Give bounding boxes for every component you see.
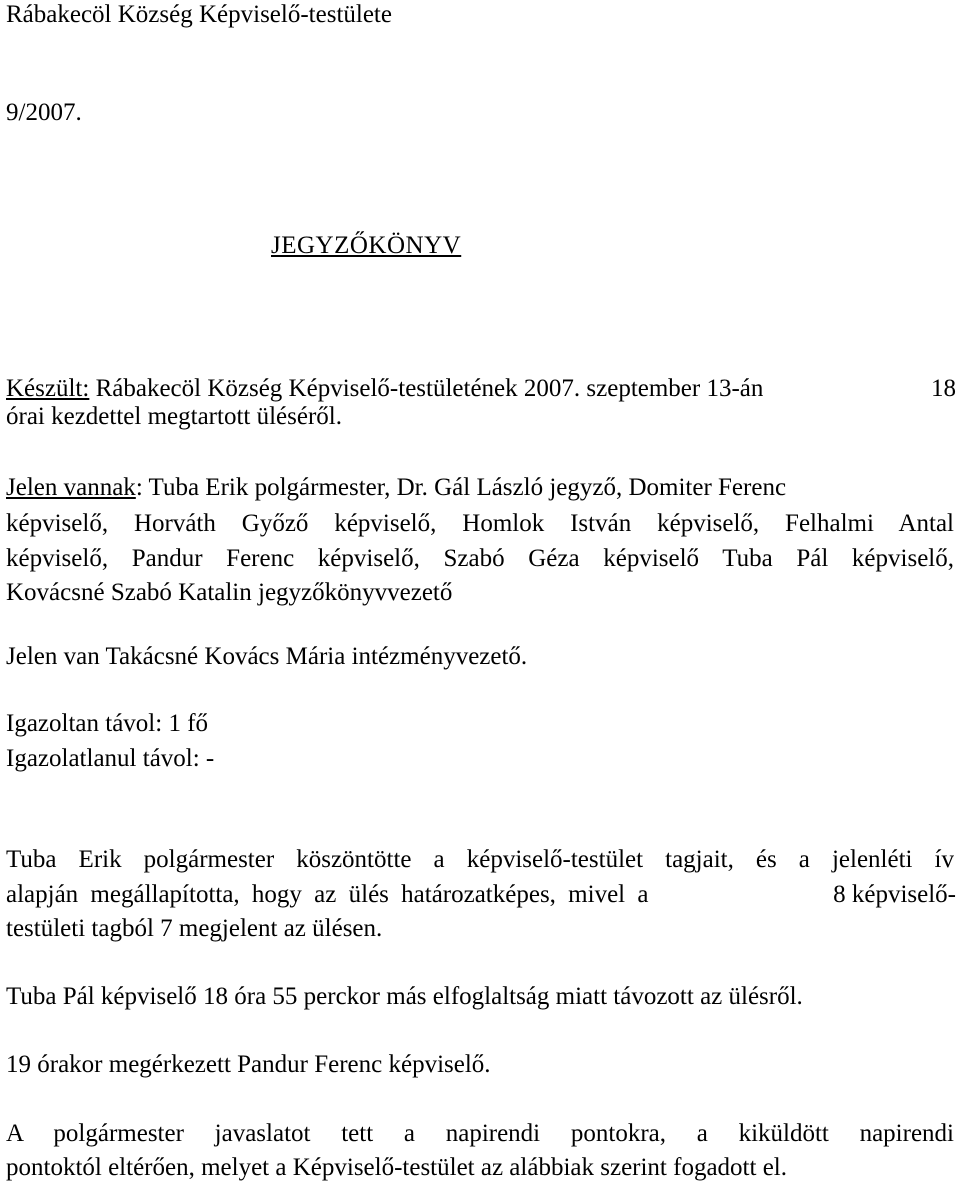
departure-note: Tuba Pál képviselő 18 óra 55 perckor más elfoglaltság miatt távozott az ülésről.: [6, 983, 803, 1010]
welcome-line-2: [6, 880, 956, 910]
present-line-3: képviselő, Pandur Ferenc képviselő, Szabó Géza képviselő Tuba Pál képviselő,: [6, 545, 954, 572]
prepared-line-2: órai kezdettel megtartott üléséről.: [6, 403, 342, 430]
agenda-line-1: A polgármester javaslatot tett a napirendi pontokra, a kiküldött napirendi: [6, 1120, 954, 1147]
agenda-line-2: pontoktól eltérően, melyet a Képviselő-testület az alábbiak szerint fogadott el.: [6, 1154, 787, 1181]
also-present: Jelen van Takácsné Kovács Mária intézményvezető.: [6, 643, 528, 670]
council-name: Rábakecöl Község Képviselő-testülete: [6, 1, 392, 28]
welcome-line-1: Tuba Erik polgármester köszöntötte a képviselő-testület tagjait, és a jelenléti ív: [6, 846, 954, 873]
document-number: 9/2007.: [6, 99, 82, 126]
prepared-text: [6, 374, 763, 404]
present-line-4: Kovácsné Szabó Katalin jegyzőkönyvvezető: [6, 579, 453, 606]
present-text: [6, 473, 786, 503]
present-detail: : Tuba Erik polgármester, Dr. Gál László jegyző, Domiter Ferenc: [135, 474, 787, 501]
prepared-hour: 18: [931, 375, 956, 402]
document-title: JEGYZŐKÖNYV: [271, 232, 462, 259]
present-line-1: [6, 473, 956, 503]
welcome-line-3: testületi tagból 7 megjelent az ülésen.: [6, 915, 383, 942]
welcome-line-2-a: alapján megállapította, hogy az ülés határozatképes, mivel a: [6, 881, 649, 908]
welcome-line-2-b: 8 képviselő-: [833, 881, 956, 908]
present-label: Jelen vannak: [6, 474, 136, 501]
unexcused-absence: Igazolatlanul távol: -: [6, 745, 215, 772]
present-line-2: képviselő, Horváth Győző képviselő, Homlok István képviselő, Felhalmi Antal: [6, 510, 954, 537]
prepared-label: Készült:: [6, 375, 90, 402]
excused-absence: Igazoltan távol: 1 fő: [6, 710, 209, 737]
prepared-line-1: [6, 374, 956, 404]
arrival-note: 19 órakor megérkezett Pandur Ferenc képviselő.: [6, 1051, 491, 1078]
prepared-detail: Rábakecöl Község Képviselő-testületének 2007. szeptember 13-án: [89, 375, 764, 402]
